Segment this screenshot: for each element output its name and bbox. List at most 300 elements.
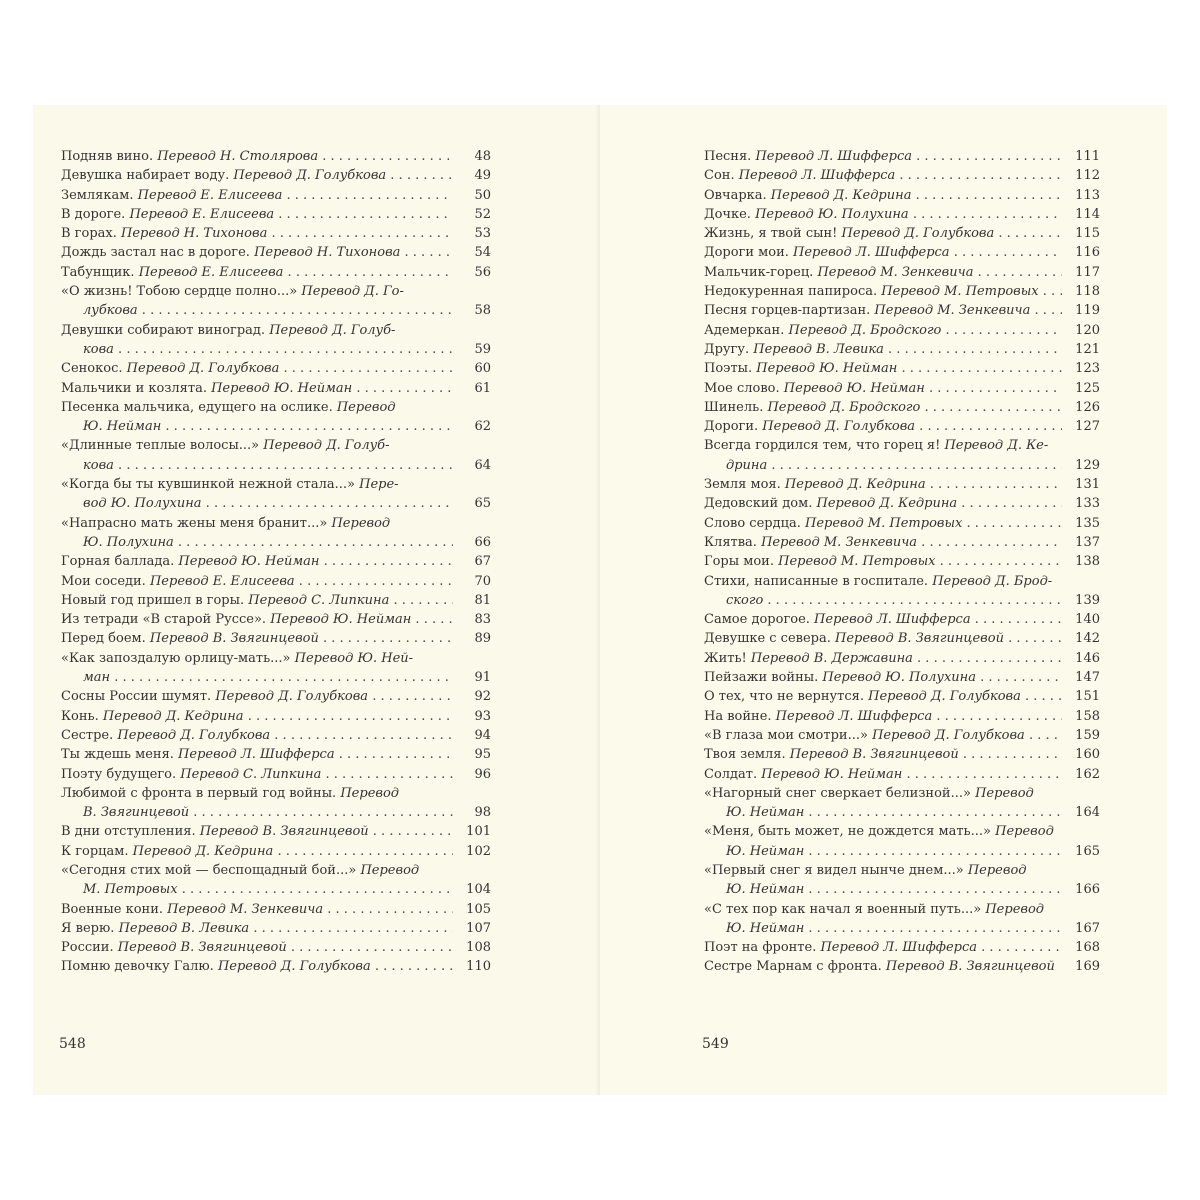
toc-page-number: 120 — [1075, 322, 1100, 338]
toc-entry-text — [61, 861, 453, 880]
toc-entry — [61, 822, 491, 841]
toc-entry-text — [61, 842, 453, 861]
translator: Перевод Л. Шифферса — [755, 149, 912, 164]
translator: Ю. Нейман — [726, 882, 805, 898]
translator: Перевод Д. Голубкова — [117, 727, 271, 743]
toc-entry — [61, 475, 491, 494]
translator: Перевод В. Звягинцевой — [885, 959, 1055, 975]
translator: Перевод Ю. Полухина — [755, 206, 909, 222]
toc-page-number: 59 — [474, 341, 491, 357]
toc-entry-text — [704, 379, 1062, 398]
toc-page-number: 61 — [474, 380, 491, 396]
toc-page-number: 83 — [474, 612, 491, 628]
toc-entry — [704, 398, 1100, 417]
poem-title: Дороги. — [704, 419, 759, 435]
poem-title: «Меня, быть может, не дождется мать...» — [704, 824, 991, 840]
translator: ского — [726, 592, 764, 608]
translator: Перевод М. Зенкевича — [761, 534, 918, 550]
toc-entry — [61, 572, 491, 591]
toc-entry — [704, 803, 1100, 822]
poem-title: Шинель. — [704, 399, 764, 415]
toc-page-number: 52 — [474, 206, 491, 222]
toc-page-number: 164 — [1075, 805, 1100, 821]
toc-page-number: 108 — [466, 940, 491, 956]
toc-entry-text — [704, 494, 1062, 513]
translator: Ю. Полухина — [83, 534, 174, 550]
toc-page-number: 158 — [1075, 708, 1100, 724]
poem-title: Конь. — [61, 708, 99, 724]
toc-entry-text — [61, 475, 453, 494]
toc-entry-text — [61, 610, 453, 629]
toc-page-number: 58 — [474, 303, 491, 319]
poem-title: В дороге. — [61, 206, 126, 222]
toc-page-number: 56 — [474, 264, 491, 280]
translator: Пере- — [359, 477, 399, 493]
poem-title: Дедовский дом. — [704, 496, 813, 512]
toc-entry — [61, 456, 491, 475]
toc-page-number: 116 — [1075, 245, 1100, 261]
toc-entry — [704, 900, 1100, 919]
toc-entry — [704, 572, 1100, 591]
toc-entry — [61, 707, 491, 726]
translator: Перевод В. Звягинцевой — [117, 940, 287, 956]
poem-title: Земля моя. — [704, 477, 781, 493]
toc-entry — [61, 803, 491, 822]
translator: Перевод Д. Голуб- — [263, 438, 390, 454]
translator: Перевод — [360, 862, 420, 878]
toc-entry-text — [61, 745, 453, 764]
toc-entry — [704, 321, 1100, 340]
toc-entry — [61, 629, 491, 648]
translator: Перевод Д. Голубкова — [215, 689, 369, 705]
poem-title: Сестре. — [61, 727, 114, 743]
poem-title: Сестре Марнам с фронта. — [704, 959, 882, 975]
toc-page-number: 50 — [474, 187, 491, 203]
toc-entry-text — [704, 687, 1062, 706]
toc-entry — [704, 649, 1100, 668]
poem-title: Пейзажи войны. — [704, 670, 819, 686]
toc-entry — [704, 707, 1100, 726]
poem-title: Горы мои. — [704, 554, 774, 570]
toc-entry — [61, 359, 491, 378]
toc-entry-text — [61, 186, 453, 205]
toc-entry-text — [704, 147, 1062, 166]
toc-page-number: 48 — [474, 149, 491, 164]
toc-entry-text — [61, 533, 453, 552]
toc-entry — [61, 880, 491, 899]
page-number-right: 549 — [702, 1036, 729, 1052]
toc-entry — [704, 842, 1100, 861]
toc-entry-text — [704, 514, 1062, 533]
toc-entry-text — [61, 166, 453, 185]
toc-entry — [61, 552, 491, 571]
toc-entry — [61, 514, 491, 533]
poem-title: Клятва. — [704, 534, 757, 550]
translator: Перевод Д. Голуб- — [269, 322, 396, 338]
toc-page-number: 104 — [466, 882, 491, 898]
toc-entry-text — [61, 649, 453, 668]
translator: кова — [83, 457, 114, 473]
toc-entry-text — [61, 629, 453, 648]
toc-entry-text — [61, 205, 453, 224]
toc-entry — [61, 224, 491, 243]
poem-title: Мое слово. — [704, 380, 780, 396]
toc-entry — [61, 938, 491, 957]
toc-entry — [704, 243, 1100, 262]
toc-page-number: 169 — [1075, 959, 1100, 975]
translator: Перевод С. Липкина — [180, 766, 322, 782]
translator: Перевод В. Левика — [753, 341, 884, 357]
toc-entry-text — [704, 591, 1062, 610]
toc-entry-text — [61, 591, 453, 610]
translator: Перевод Ю. Нейман — [270, 612, 412, 628]
poem-title: Подняв вино. — [61, 149, 154, 164]
toc-entry-text — [61, 379, 453, 398]
toc-entry — [704, 417, 1100, 436]
toc-entry-text — [704, 726, 1062, 745]
toc-entry — [704, 301, 1100, 320]
translator: Перевод Д. Голубкова — [126, 361, 280, 377]
toc-page-number: 64 — [474, 457, 491, 473]
toc-page-number: 126 — [1075, 399, 1100, 415]
translator: Перевод Ю. Ней- — [294, 650, 414, 666]
toc-page-number: 91 — [474, 670, 491, 686]
toc-entry — [61, 147, 491, 166]
translator: Перевод Е. Елисеева — [149, 573, 295, 589]
poem-title: Жизнь, я твой сын! — [704, 226, 838, 242]
toc-entry-text — [704, 822, 1062, 841]
toc-page-number: 113 — [1075, 187, 1100, 203]
toc-entry — [704, 552, 1100, 571]
toc-page-number: 147 — [1075, 670, 1100, 686]
toc-entry — [704, 147, 1100, 166]
translator: Перевод Д. Голубкова — [233, 168, 387, 184]
toc-entry — [704, 629, 1100, 648]
toc-entry — [61, 784, 491, 803]
toc-entry — [704, 957, 1100, 976]
toc-entry-text — [704, 456, 1062, 475]
poem-title: Сон. — [704, 168, 735, 184]
toc-entry — [61, 243, 491, 262]
translator: Перевод Ю. Нейман — [178, 554, 320, 570]
translator: Перевод Д. Брод- — [932, 573, 1053, 589]
translator: Перевод — [331, 515, 391, 531]
toc-entry — [61, 205, 491, 224]
toc-entry — [61, 166, 491, 185]
toc-entry-text — [704, 340, 1062, 359]
poem-title: «В глаза мои смотри...» — [704, 727, 868, 743]
toc-page-number: 142 — [1075, 631, 1100, 647]
toc-entry-text — [704, 398, 1062, 417]
toc-entry-text — [61, 957, 453, 976]
poem-title: Мальчик-горец. — [704, 264, 814, 280]
toc-page-number: 98 — [474, 805, 491, 821]
translator: Перевод В. Звягинцевой — [199, 824, 369, 840]
poem-title: Адемеркан. — [704, 322, 785, 338]
poem-title: Сенокос. — [61, 361, 123, 377]
toc-entry — [61, 379, 491, 398]
poem-title: Жить! — [704, 650, 747, 666]
poem-title: Другу. — [704, 341, 750, 357]
toc-page-number: 133 — [1075, 496, 1100, 512]
left-page — [33, 105, 600, 1095]
toc-page-number: 135 — [1075, 515, 1100, 531]
poem-title: Дождь застал нас в дороге. — [61, 245, 250, 261]
poem-title: Твоя земля. — [704, 747, 786, 763]
poem-title: Девушки собирают виноград. — [61, 322, 266, 338]
toc-entry-text — [704, 552, 1062, 571]
toc-entry — [704, 938, 1100, 957]
toc-entry-text — [61, 147, 453, 166]
toc-entry-text — [61, 417, 453, 436]
toc-page-number: 138 — [1075, 554, 1100, 570]
toc-page-number: 127 — [1075, 419, 1100, 435]
poem-title: К горцам. — [61, 843, 129, 859]
toc-page-number: 160 — [1075, 747, 1100, 763]
right-page — [600, 105, 1167, 1095]
translator: лубкова — [83, 303, 138, 319]
table-of-contents-left — [61, 147, 600, 977]
toc-entry-text — [704, 668, 1062, 687]
toc-entry-text — [61, 321, 453, 340]
toc-entry — [704, 340, 1100, 359]
toc-entry-text — [61, 301, 453, 320]
toc-entry-text — [61, 243, 453, 262]
page-number-left: 548 — [59, 1036, 86, 1052]
toc-entry — [61, 861, 491, 880]
poem-title: Сосны России шумят. — [61, 689, 212, 705]
toc-entry — [704, 494, 1100, 513]
poem-title: Из тетради «В старой Руссе». — [61, 612, 267, 628]
translator: Ю. Нейман — [726, 805, 805, 821]
toc-entry — [704, 475, 1100, 494]
toc-page-number: 119 — [1075, 303, 1100, 319]
toc-entry — [61, 321, 491, 340]
toc-page-number: 89 — [474, 631, 491, 647]
poem-title: Солдат. — [704, 766, 758, 782]
toc-page-number: 151 — [1075, 689, 1100, 705]
translator: Перевод В. Звягинцевой — [789, 747, 959, 763]
toc-entry-text — [704, 919, 1062, 938]
poem-title: Военные кони. — [61, 901, 163, 917]
poem-title: Песенка мальчика, едущего на ослике. — [61, 399, 333, 415]
translator: Перевод С. Липкина — [248, 592, 390, 608]
translator: Перевод М. Петровых — [805, 515, 963, 531]
translator: Перевод М. Петровых — [778, 554, 936, 570]
translator: Перевод Д. Бродского — [767, 399, 921, 415]
poem-title: Я верю. — [61, 920, 115, 936]
toc-entry — [61, 726, 491, 745]
toc-page-number: 92 — [474, 689, 491, 705]
poem-title: Дочке. — [704, 206, 751, 222]
toc-page-number: 123 — [1075, 361, 1100, 377]
toc-entry-text — [61, 919, 453, 938]
translator: Перевод — [975, 785, 1034, 801]
toc-entry — [704, 514, 1100, 533]
toc-page-number: 137 — [1075, 534, 1100, 550]
poem-title: Табунщик. — [61, 264, 135, 280]
toc-entry-text — [61, 552, 453, 571]
translator: Перевод Д. Кедрина — [784, 477, 926, 493]
toc-entry — [704, 166, 1100, 185]
toc-entry — [61, 436, 491, 455]
toc-entry-text — [704, 475, 1062, 494]
translator: Перевод Д. Кедрина — [770, 187, 912, 203]
toc-entry — [61, 687, 491, 706]
toc-entry — [704, 765, 1100, 784]
toc-entry-text — [704, 707, 1062, 726]
translator: Перевод В. Державина — [750, 650, 913, 666]
poem-title: «Длинные теплые волосы...» — [61, 438, 260, 454]
toc-page-number: 139 — [1075, 592, 1100, 608]
toc-entry-text — [61, 456, 453, 475]
toc-entry-text — [704, 803, 1062, 822]
toc-entry-text — [61, 880, 453, 899]
translator: дрина — [726, 457, 768, 473]
toc-entry-text — [704, 610, 1062, 629]
toc-entry — [704, 436, 1100, 455]
toc-entry-text — [704, 321, 1062, 340]
toc-entry — [704, 263, 1100, 282]
toc-entry — [61, 340, 491, 359]
toc-entry-text — [704, 957, 1062, 976]
toc-entry-text — [704, 436, 1062, 455]
poem-title: Мальчики и козлята. — [61, 380, 207, 396]
translator: Перевод Ю. Нейман — [783, 380, 925, 396]
translator: Перевод Ю. Нейман — [211, 380, 353, 396]
toc-entry-text — [704, 572, 1062, 591]
translator: Перевод Ю. Полухина — [822, 670, 976, 686]
toc-entry — [704, 282, 1100, 301]
translator: Перевод Л. Шифферса — [738, 168, 896, 184]
poem-title: На войне. — [704, 708, 772, 724]
toc-entry — [61, 533, 491, 552]
toc-page-number: 165 — [1075, 843, 1100, 859]
poem-title: В дни отступления. — [61, 824, 196, 840]
translator: Перевод Ю. Нейман — [761, 766, 903, 782]
toc-entry — [61, 900, 491, 919]
toc-entry — [704, 359, 1100, 378]
toc-entry — [61, 668, 491, 687]
toc-page-number: 65 — [474, 496, 491, 512]
toc-entry-text — [61, 436, 453, 455]
toc-entry — [61, 398, 491, 417]
translator: Перевод М. Зенкевича — [167, 901, 324, 917]
translator: Ю. Нейман — [726, 920, 805, 936]
translator: В. Звягинцевой — [83, 805, 190, 821]
toc-entry-text — [704, 649, 1062, 668]
translator: ман — [83, 670, 111, 686]
toc-page-number: 168 — [1075, 940, 1100, 956]
toc-page-number: 102 — [466, 843, 491, 859]
translator: Перевод Д. Бродского — [788, 322, 942, 338]
poem-title: Поэты. — [704, 361, 753, 377]
toc-entry — [704, 224, 1100, 243]
toc-entry — [704, 687, 1100, 706]
toc-entry-text — [61, 784, 453, 803]
translator: Перевод М. Зенкевича — [817, 264, 974, 280]
translator: Перевод Д. Ке- — [944, 438, 1049, 454]
toc-entry-text — [704, 359, 1062, 378]
translator: М. Петровых — [83, 882, 178, 898]
toc-page-number: 125 — [1075, 380, 1100, 396]
toc-entry-text — [704, 900, 1062, 919]
poem-title: Недокуренная папироса. — [704, 284, 878, 300]
toc-entry — [61, 765, 491, 784]
poem-title: Овчарка. — [704, 187, 767, 203]
poem-title: Песня. — [704, 149, 752, 164]
toc-page-number: 115 — [1075, 226, 1100, 242]
translator: Перевод Е. Елисеева — [137, 187, 283, 203]
toc-page-number: 53 — [474, 226, 491, 242]
translator: Перевод — [336, 399, 396, 415]
toc-entry-text — [704, 533, 1062, 552]
poem-title: Поэт на фронте. — [704, 940, 817, 956]
toc-page-number: 111 — [1075, 149, 1100, 164]
poem-title: «Нагорный снег сверкает белизной...» — [704, 785, 971, 801]
poem-title: О тех, что не вернутся. — [704, 689, 864, 705]
translator: Перевод Д. Голубкова — [762, 419, 916, 435]
translator: Перевод — [340, 785, 400, 801]
toc-entry — [61, 186, 491, 205]
toc-page-number: 112 — [1075, 168, 1100, 184]
toc-entry — [704, 919, 1100, 938]
toc-entry — [61, 919, 491, 938]
toc-entry-text — [61, 707, 453, 726]
toc-page-number: 93 — [474, 708, 491, 724]
translator: Перевод Н. Столярова — [157, 149, 319, 164]
toc-entry-text — [61, 822, 453, 841]
toc-entry-text — [704, 205, 1062, 224]
toc-page-number: 121 — [1075, 341, 1100, 357]
toc-entry-text — [704, 224, 1062, 243]
toc-entry — [61, 957, 491, 976]
poem-title: Новый год пришел в горы. — [61, 592, 245, 608]
toc-entry — [704, 533, 1100, 552]
toc-entry-text — [61, 398, 453, 417]
toc-entry — [61, 282, 491, 301]
toc-entry — [61, 842, 491, 861]
translator: Перевод М. Зенкевича — [874, 303, 1031, 319]
toc-entry-text — [704, 417, 1062, 436]
toc-entry — [704, 610, 1100, 629]
translator: Перевод Л. Шифферса — [820, 940, 977, 956]
toc-page-number: 162 — [1075, 766, 1100, 782]
translator: Перевод Н. Тихонова — [254, 245, 401, 261]
toc-entry-text — [61, 494, 453, 513]
poem-title: В горах. — [61, 226, 117, 242]
toc-entry — [61, 591, 491, 610]
toc-entry-text — [61, 514, 453, 533]
toc-entry-text — [61, 668, 453, 687]
toc-entry-text — [61, 726, 453, 745]
translator: Перевод Д. Голубкова — [841, 226, 995, 242]
toc-page-number: 66 — [474, 534, 491, 550]
toc-page-number: 118 — [1075, 284, 1100, 300]
toc-entry-text — [61, 359, 453, 378]
toc-page-number: 159 — [1075, 727, 1100, 743]
translator: Перевод Е. Елисеева — [129, 206, 275, 222]
toc-page-number: 107 — [466, 920, 491, 936]
poem-title: «Когда бы ты кувшинкой нежной стала...» — [61, 477, 355, 493]
translator: вод Ю. Полухина — [83, 496, 202, 512]
toc-page-number: 54 — [474, 245, 491, 261]
toc-entry — [704, 822, 1100, 841]
toc-page-number: 67 — [474, 554, 491, 570]
table-of-contents-right — [704, 147, 1167, 977]
poem-title: «С тех пор как начал я военный путь...» — [704, 901, 982, 917]
poem-title: Поэту будущего. — [61, 766, 177, 782]
